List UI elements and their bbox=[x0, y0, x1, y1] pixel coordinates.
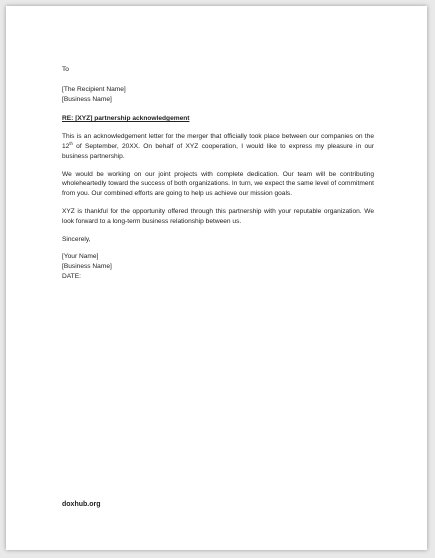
to-label: To bbox=[62, 66, 69, 73]
letter-page bbox=[6, 6, 427, 550]
paragraph-1-part1: This is an acknowledgement letter for the merger that officially took place between our companies on the 12 bbox=[62, 133, 374, 150]
footer-site-label: doxhub.org bbox=[62, 501, 101, 508]
recipient-business: [Business Name] bbox=[62, 95, 112, 103]
paragraph-1-part2: of September, 20XX. On behalf of XYZ cooperation, I would like to express my pleasure in our business partnership. bbox=[62, 142, 374, 160]
date-label: DATE: bbox=[62, 272, 81, 280]
closing: Sincerely, bbox=[62, 235, 91, 243]
paragraph-3: XYZ is thankful for the opportunity offered through this partnership with your reputable organization. We look forward to a long-term business relationship between us. bbox=[62, 207, 374, 225]
sender-business: [Business Name] bbox=[62, 263, 112, 271]
sender-name: [Your Name] bbox=[62, 253, 99, 261]
letter-body bbox=[62, 65, 374, 282]
subject-line: RE: [XYZ] partnership acknowledgement bbox=[62, 115, 190, 123]
date-ordinal-suffix: th bbox=[69, 140, 73, 146]
paragraph-2: We would be working on our joint projects with complete dedication. Our team will be contributing wholeheartedly toward the success of both organizations. In turn, we expect the same level of commitment from you. Our combined efforts are going to help us achieve our mission goals. bbox=[62, 170, 374, 198]
recipient-name: [The Recipient Name] bbox=[62, 85, 126, 93]
paragraph-1 bbox=[62, 132, 374, 161]
